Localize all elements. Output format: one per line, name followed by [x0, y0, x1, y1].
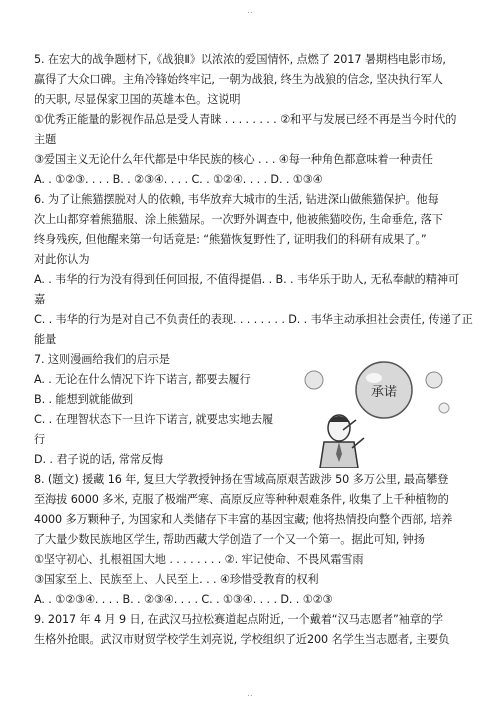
q8-line: 至海拔 6000 多米, 克服了极端严寒、高原反应等种种艰难条件, 收集了上千种植物的	[34, 493, 449, 506]
q5-line: 5. 在宏大的战争题材下,《战狼Ⅱ》以浓浓的爱国情怀, 点燃了 2017 暑期档电影市场,	[34, 53, 446, 66]
q5-line: 的天职, 尽显保家卫国的英雄本色。这说明	[34, 93, 241, 106]
q6-option-line: C. . 韦华的行为是对自己不负责任的表现. . . . . . . . D. . 韦华主动承担社会责任, 传递了正	[34, 313, 473, 326]
page-mark-top: ..	[247, 6, 253, 16]
question-6	[34, 190, 474, 350]
bubble-label: 承诺	[370, 385, 398, 400]
q7-option-line: D. . 君子说的话, 常常反悔	[34, 453, 164, 466]
q7-option-line: A. . 无论在什么情况下许下诺言, 都要去履行	[34, 373, 251, 386]
q5-option-line: ①优秀正能量的影视作品总是受人青睐 . . . . . . . . ②和平与发展已经不再是当今时代的	[34, 113, 457, 126]
question-9	[34, 610, 474, 650]
q8-line: 4000 多万颗种子, 为国家和人类储存下丰富的基因宝藏; 他将热情投向整个西部, 培养	[34, 513, 453, 526]
q7-option-line: 行	[34, 433, 46, 446]
q8-option-line: ①坚守初心、扎根祖国大地 . . . . . . . . ②. 牢记使命、不畏风霜雪雨	[34, 553, 364, 566]
q7-option-line: B. . 能想到就能做到	[34, 393, 134, 406]
question-7	[34, 370, 474, 470]
question-5	[34, 50, 474, 190]
q7-option-line: C. . 在理智状态下一旦许下诺言, 就要忠实地去履	[34, 413, 274, 426]
q7-stem: 7. 这则漫画给我们的启示是	[34, 353, 170, 366]
q8-option-line: ③国家至上、民族至上、人民至上. . . ④珍惜受教育的权利	[34, 573, 319, 586]
q9-line: 生格外抢眼。武汉市财贸学校学生刘亮说, 学校组织了近200 名学生当志愿者, 主要负	[34, 633, 450, 646]
q5-choices: A. . ①②③. . . . B. . ②③④. . . . C. . ①②④. . . . D. . ①③④	[34, 173, 323, 186]
q5-option-line: 主题	[34, 133, 57, 146]
q8-line: 了大量少数民族地区学生, 帮助西藏大学创造了一个又一个第一。据此可知, 钟扬	[34, 533, 425, 546]
cartoon-illustration	[294, 358, 454, 468]
q6-line: 6. 为了让熊猫摆脱对人的依赖, 韦华放弃大城市的生活, 钻进深山做熊猫保护。他每	[34, 193, 439, 206]
q6-line: 终身残疾, 但他醒来第一句话竟是: “熊猫恢复野性了, 证明我们的科研有成果了。”	[34, 233, 427, 246]
question-8	[34, 470, 474, 610]
q5-line: 赢得了大众口碑。主角冷锋始终牢记, 一朝为战狼, 终生为战狼的信念, 坚决执行军人	[34, 73, 443, 86]
q6-line: 对此你认为	[34, 253, 90, 266]
page-mark-bottom: ..	[247, 689, 253, 699]
exam-content	[34, 50, 474, 650]
q8-line: 8. (题文) 援藏 16 年, 复旦大学教授钟扬在雪域高原艰苦跋涉 50 多万公里, 最高攀登	[34, 473, 449, 486]
q8-choices: A. . ①②③④. . . . B. . ②③④. . . . C. . ①③④. . . . D. . ①②③	[34, 593, 333, 606]
q6-line: 次上山都穿着熊猫服、涂上熊猫尿。一次野外调查中, 他被熊猫咬伤, 生命垂危, 落下	[34, 213, 443, 226]
q5-option-line: ③爱国主义无论什么年代都是中华民族的核心 . . . ④每一种角色都意味着一种责任	[34, 153, 433, 166]
q9-line: 9. 2017 年 4 月 9 日, 在武汉马拉松赛道起点附近, 一个戴着“汉马志愿者”袖章的学	[34, 613, 443, 626]
q6-option-line: 嘉	[34, 293, 46, 306]
q6-option-line: A. . 韦华的行为没有得到任何回报, 不值得提倡. . B. . 韦华乐于助人, 无私奉献的精神可	[34, 273, 460, 286]
q6-option-line: 能量	[34, 333, 57, 346]
